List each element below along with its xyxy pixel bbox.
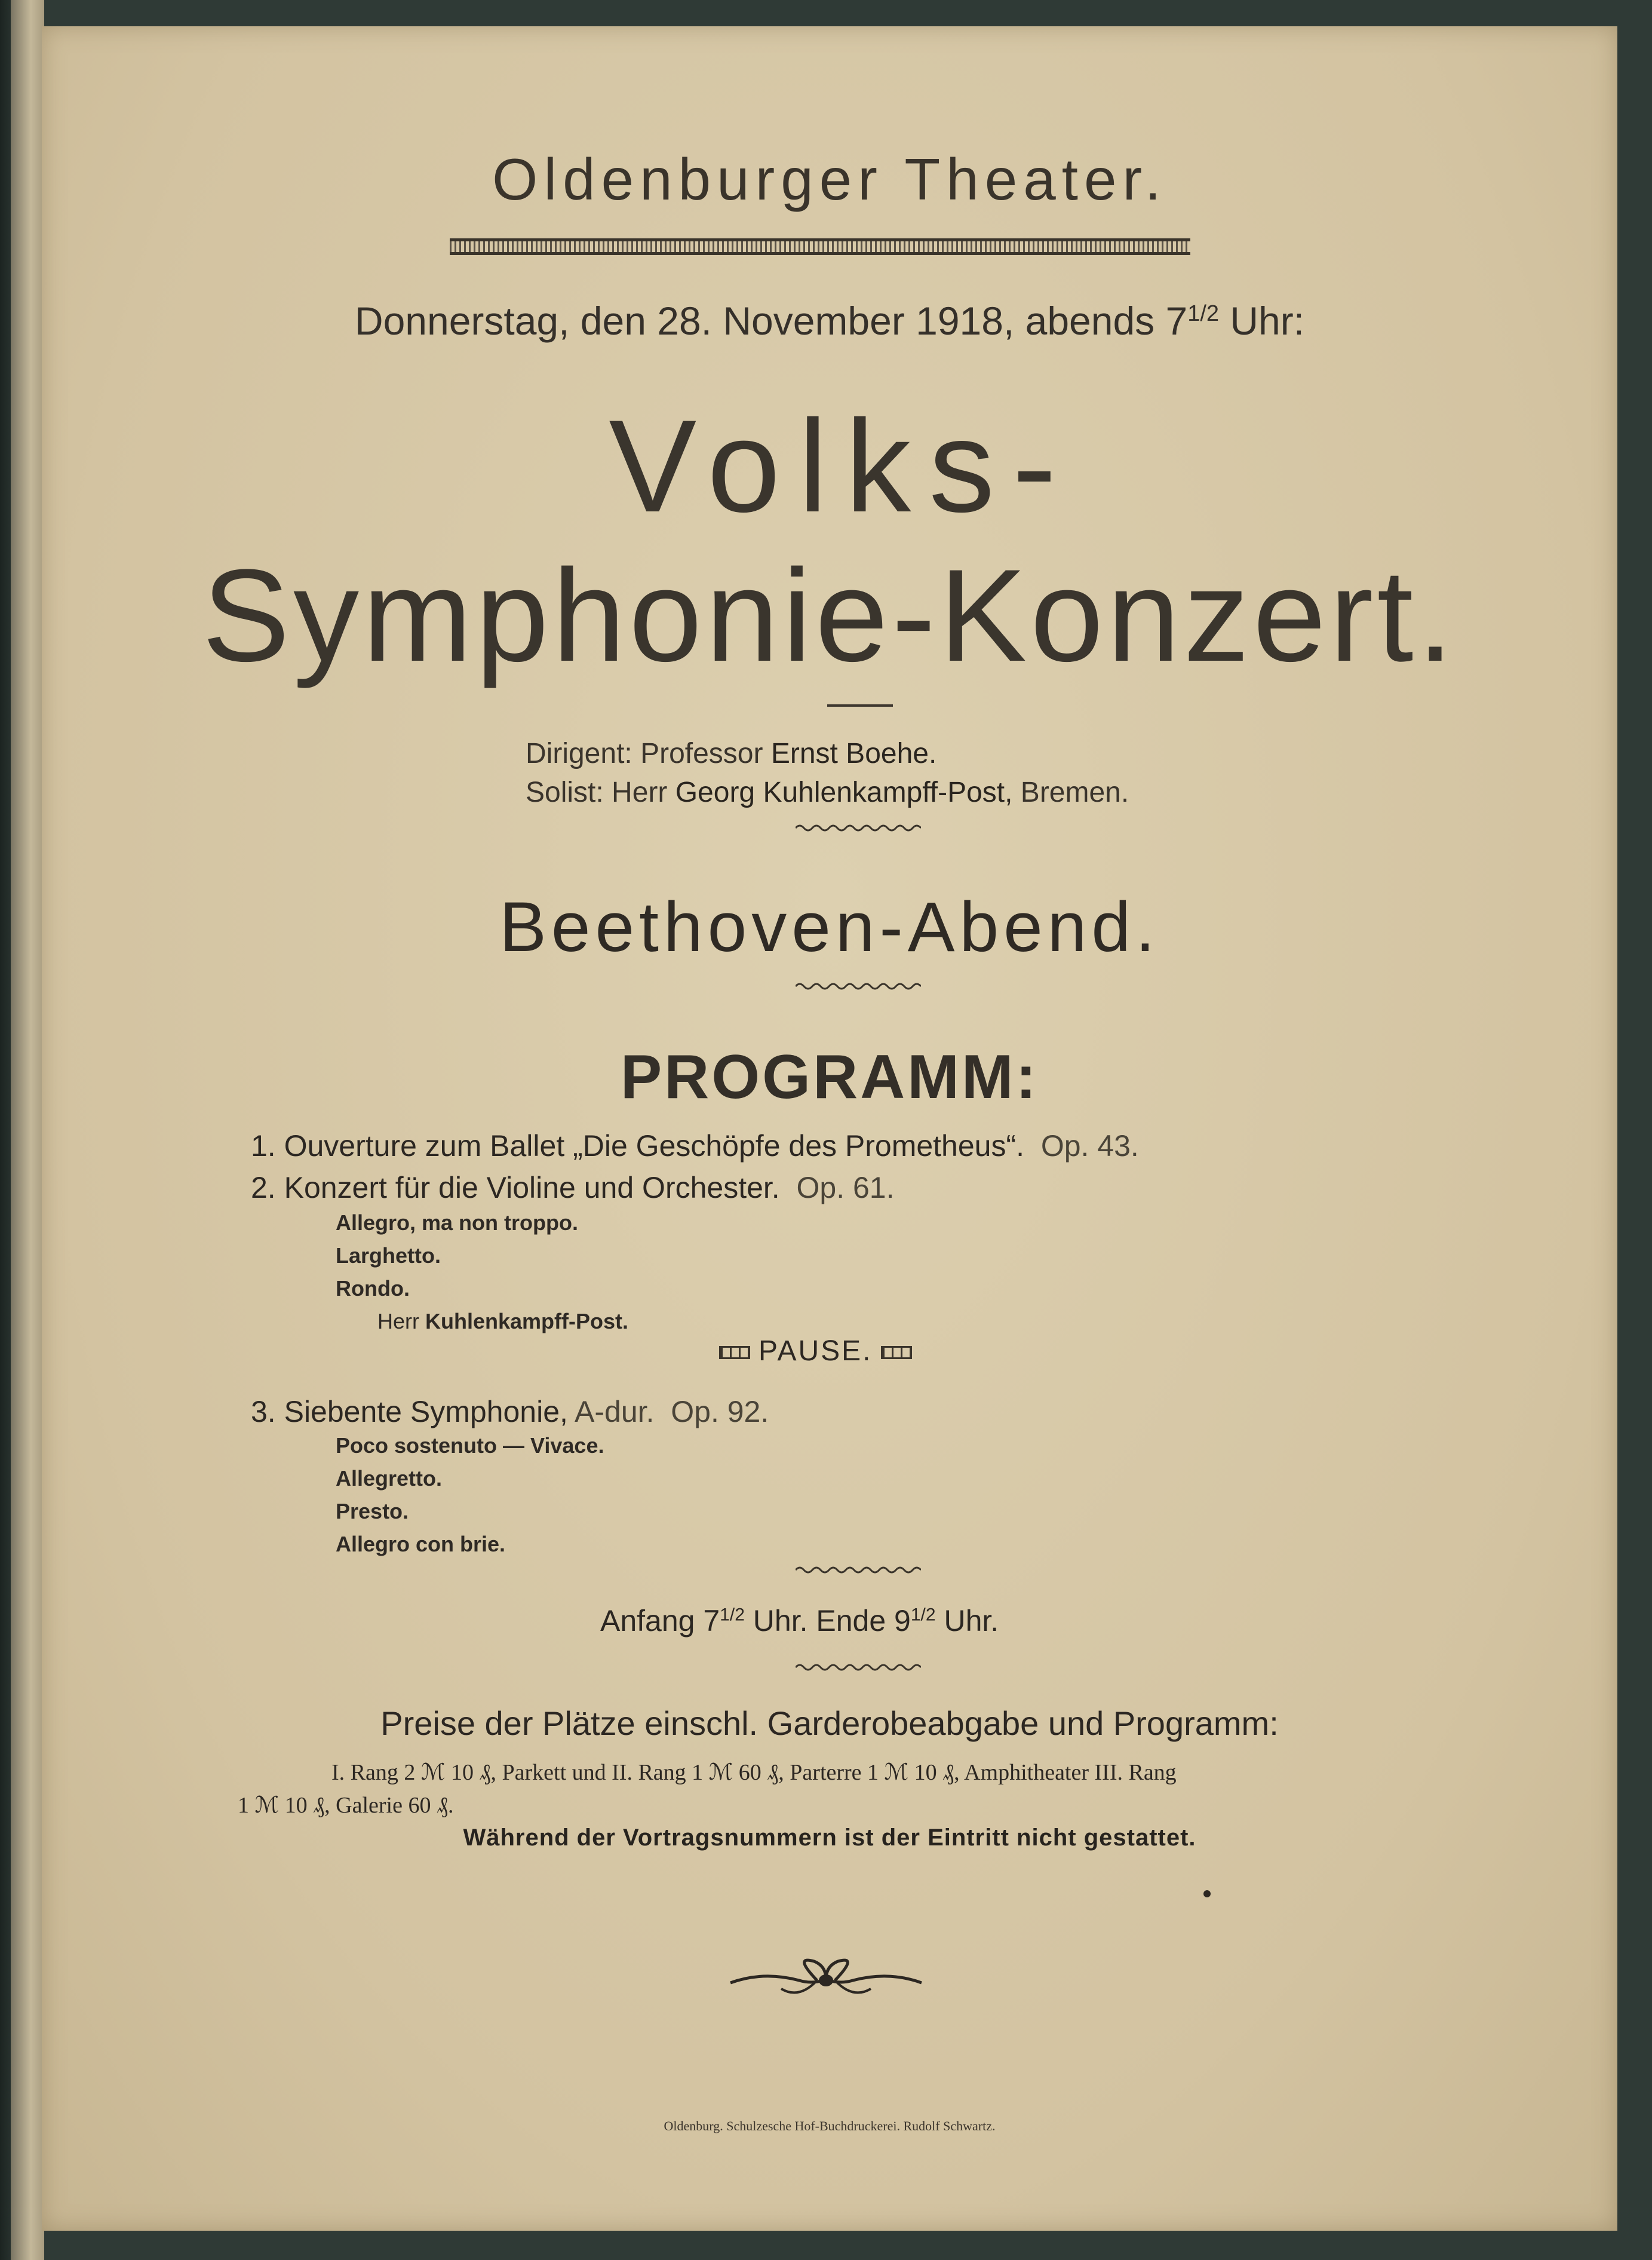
item-3-movement-1: Poco sostenuto — Vivace. bbox=[336, 1433, 604, 1458]
program-item-2 bbox=[251, 1170, 895, 1205]
start-label: Anfang 7 bbox=[600, 1604, 720, 1637]
pause-ornament-right bbox=[881, 1346, 912, 1359]
program-heading: PROGRAMM: bbox=[620, 1042, 1039, 1112]
decorative-double-rule bbox=[450, 238, 1190, 255]
date-end: Uhr: bbox=[1219, 299, 1305, 343]
item-3-movement-4: Allegro con brie. bbox=[336, 1532, 506, 1556]
short-rule bbox=[827, 704, 893, 707]
entry-notice: Während der Vortragsnummern ist der Eintritt nicht gestattet. bbox=[463, 1824, 1196, 1851]
prices-line-1: I. Rang 2 ℳ 10 ₰, Parkett und II. Rang 1 ℳ 60 ₰, Parterre 1 ℳ 10 ₰, Amphitheater III. Rang bbox=[331, 1760, 1177, 1785]
item-2-movement-2: Larghetto. bbox=[336, 1243, 441, 1268]
end-fraction: 1/2 bbox=[910, 1605, 936, 1625]
program-item-3 bbox=[251, 1394, 769, 1429]
pause-line bbox=[711, 1335, 920, 1367]
concert-date bbox=[42, 298, 1617, 344]
item-2-title: 2. Konzert für die Violine und Orchester. bbox=[251, 1171, 780, 1204]
item-1-title: 1. Ouverture zum Ballet „Die Geschöpfe des Prometheus“. bbox=[251, 1129, 1025, 1163]
squiggle-ornament-1 bbox=[796, 821, 921, 835]
date-main: Donnerstag, den 28. November 1918, abends 7 bbox=[354, 299, 1188, 343]
bow-ornament bbox=[727, 1953, 925, 2003]
start-end-times bbox=[600, 1603, 999, 1638]
start-fraction: 1/2 bbox=[720, 1605, 745, 1625]
title-line-1: Volks- bbox=[609, 392, 1074, 539]
item-2-opus: Op. 61. bbox=[796, 1171, 895, 1204]
title-line-2: Symphonie-Konzert. bbox=[202, 542, 1457, 689]
pause-label: PAUSE. bbox=[759, 1335, 873, 1367]
print-speck bbox=[1203, 1890, 1211, 1897]
end-label: Uhr. bbox=[935, 1604, 999, 1637]
item-3-key: A-dur. bbox=[567, 1395, 655, 1428]
performer-name: Kuhlenkampff-Post. bbox=[425, 1309, 629, 1333]
item-3-movement-2: Allegretto. bbox=[336, 1466, 443, 1491]
squiggle-ornament-2 bbox=[796, 979, 921, 993]
soloist-label: Solist: Herr bbox=[526, 777, 675, 808]
soloist-line bbox=[526, 776, 1129, 809]
conductor-label: Dirigent: Professor bbox=[526, 738, 771, 769]
pause-ornament-left bbox=[719, 1346, 750, 1359]
squiggle-ornament-3 bbox=[796, 1563, 921, 1577]
item-2-performer bbox=[377, 1309, 628, 1334]
subtitle-beethoven-abend: Beethoven-Abend. bbox=[499, 888, 1160, 967]
program-page bbox=[42, 26, 1617, 2231]
item-3-opus: Op. 92. bbox=[671, 1395, 769, 1428]
date-fraction: 1/2 bbox=[1187, 301, 1220, 326]
item-3-title: 3. Siebente Symphonie, bbox=[251, 1395, 568, 1428]
prices-heading: Preise der Plätze einschl. Garderobeabgabe und Programm: bbox=[380, 1704, 1279, 1742]
conductor-line bbox=[526, 737, 936, 770]
program-item-1 bbox=[251, 1129, 1139, 1163]
start-end-label: Uhr. Ende 9 bbox=[744, 1604, 911, 1637]
item-2-movement-1: Allegro, ma non troppo. bbox=[336, 1210, 578, 1235]
item-2-movement-3: Rondo. bbox=[336, 1276, 410, 1301]
conductor-name: Ernst Boehe. bbox=[770, 738, 937, 769]
item-3-movement-3: Presto. bbox=[336, 1499, 409, 1523]
soloist-city: Bremen. bbox=[1012, 777, 1129, 808]
squiggle-ornament-4 bbox=[796, 1660, 921, 1675]
theater-name: Oldenburger Theater. bbox=[492, 146, 1167, 212]
soloist-name: Georg Kuhlenkampff-Post, bbox=[675, 777, 1013, 808]
performer-label: Herr bbox=[377, 1309, 425, 1333]
binding-page-edge bbox=[11, 0, 44, 2260]
prices-line-2: 1 ℳ 10 ₰, Galerie 60 ₰. bbox=[238, 1793, 454, 1818]
printer-imprint: Oldenburg. Schulzesche Hof-Buchdruckerei. Rudolf Schwartz. bbox=[664, 2118, 996, 2133]
item-1-opus: Op. 43. bbox=[1040, 1129, 1139, 1163]
